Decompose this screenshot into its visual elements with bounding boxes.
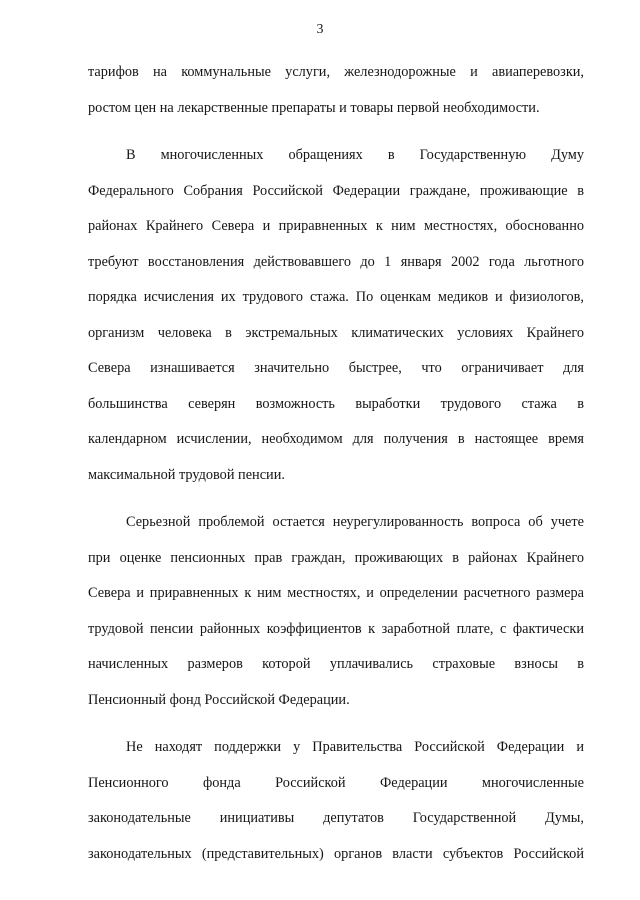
text-line: законодательных (представительных) органов власти субъектов Российской xyxy=(88,845,584,862)
paragraph-continuation xyxy=(88,55,584,126)
text-line: тарифов на коммунальные услуги, железнодорожные и авиаперевозки, xyxy=(88,64,584,80)
paragraph xyxy=(88,730,584,872)
text-line: Федерального Собрания Российской Федерации граждане, проживающие в xyxy=(88,182,584,199)
text-line: законодательные инициативы депутатов Государственной Думы, xyxy=(88,810,584,826)
text-line: Пенсионного фонда Российской Федерации многочисленные xyxy=(88,774,584,791)
text-line: В многочисленных обращениях в Государственную Думу xyxy=(126,147,584,163)
text-line: Серьезной проблемой остается неурегулированность вопроса об учете xyxy=(126,514,584,530)
text-line: Пенсионный фонд Российской Федерации. xyxy=(88,691,350,708)
paragraph xyxy=(88,138,584,493)
paragraph xyxy=(88,505,584,718)
text-line: трудовой пенсии районных коэффициентов к заработной плате, с фактически xyxy=(88,620,584,637)
text-line: начисленных размеров которой уплачивались страховые взносы в xyxy=(88,656,584,672)
page-number: 3 xyxy=(316,22,324,37)
text-line: календарном исчислении, необходимом для получения в настоящее время xyxy=(88,431,584,447)
text-line: большинства северян возможность выработки трудового стажа в xyxy=(88,395,584,412)
text-line: при оценке пенсионных прав граждан, проживающих в районах Крайнего xyxy=(88,549,584,566)
text-line: порядка исчисления их трудового стажа. По оценкам медиков и физиологов, xyxy=(88,289,584,305)
text-line: организм человека в экстремальных климатических условиях Крайнего xyxy=(88,324,584,341)
document-body xyxy=(88,55,584,872)
text-line: требуют восстановления действовавшего до 1 января 2002 года льготного xyxy=(88,253,584,270)
text-line: ростом цен на лекарственные препараты и товары первой необходимости. xyxy=(88,99,540,116)
text-line: Севера и приравненных к ним местностях, и определении расчетного размера xyxy=(88,585,584,601)
text-line: районах Крайнего Севера и приравненных к ним местностях, обоснованно xyxy=(88,218,584,234)
text-line: Не находят поддержки у Правительства Российской Федерации и xyxy=(126,739,584,755)
text-line: максимальной трудовой пенсии. xyxy=(88,466,285,483)
text-line: Севера изнашивается значительно быстрее, что ограничивает для xyxy=(88,360,584,376)
